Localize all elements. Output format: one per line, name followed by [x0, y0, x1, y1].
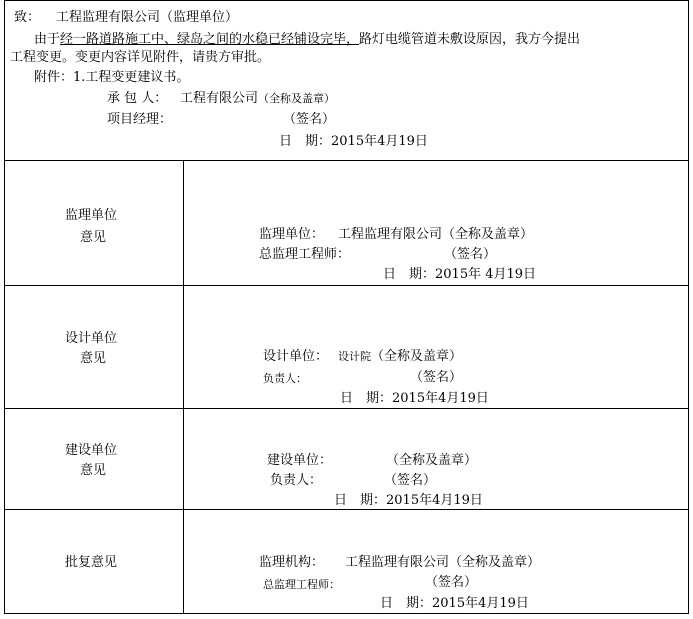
row-divider	[4, 408, 689, 409]
person-label: 总监理工程师：	[259, 247, 351, 262]
recipient-prefix: 致：	[14, 10, 41, 25]
unit-value: 设计院（全称及盖章）	[338, 349, 463, 364]
section-title: 批复意见	[65, 555, 118, 570]
column-divider	[183, 160, 184, 614]
unit-value: 工程监理有限公司（全称及盖章）	[345, 555, 541, 570]
project-manager-label: 项目经理：	[107, 112, 173, 127]
row-divider	[4, 509, 689, 510]
contractor-value: 工程有限公司（全称及盖章）	[180, 91, 336, 106]
unit-note: （全称及盖章）	[386, 453, 478, 468]
header-date: 日 期：2015年4月19日	[279, 134, 428, 149]
project-manager-signature: （签名）	[283, 112, 336, 127]
person-signature: （签名）	[384, 473, 437, 488]
person-label: 负责人：	[270, 473, 323, 488]
unit-value: 工程监理有限公司（全称及盖章）	[338, 227, 534, 242]
unit-label: 监理机构：	[259, 555, 325, 570]
reason-text: 由于经一路道路施工中、绿岛之间的水稳已经铺设完毕，路灯电缆管道未敷设原因，我方今提出	[34, 32, 581, 47]
reason-text-line2: 工程变更。变更内容详见附件，请贵方审批。	[10, 50, 271, 65]
section-date: 日 期：2015年4月19日	[380, 596, 529, 611]
section-date: 日 期：2015年4月19日	[334, 493, 483, 508]
section-date: 日 期：2015年4月19日	[340, 391, 489, 406]
section-date: 日 期：2015年 4月19日	[383, 267, 537, 282]
section-title: 设计单位	[65, 331, 118, 346]
row-divider	[4, 160, 689, 161]
unit-label: 设计单位：	[263, 349, 329, 364]
person-signature: （签名）	[425, 575, 478, 590]
section-title: 意见	[80, 351, 107, 366]
unit-label: 建设单位：	[267, 453, 333, 468]
row-divider	[4, 285, 689, 286]
person-signature: （签名）	[444, 247, 497, 262]
section-title: 意见	[80, 230, 107, 245]
section-title: 建设单位	[65, 443, 118, 458]
section-title: 监理单位	[65, 208, 118, 223]
recipient-unit: 工程监理有限公司（监理单位）	[56, 10, 239, 25]
person-label: 负责人：	[263, 372, 307, 385]
unit-label: 监理单位：	[259, 227, 325, 242]
person-label: 总监理工程师：	[263, 578, 340, 591]
person-signature: （签名）	[410, 370, 463, 385]
contractor-label: 承 包 人：	[107, 91, 168, 106]
section-title: 意见	[80, 463, 107, 478]
attachment-note: 附件：1.工程变更建议书。	[34, 70, 190, 85]
